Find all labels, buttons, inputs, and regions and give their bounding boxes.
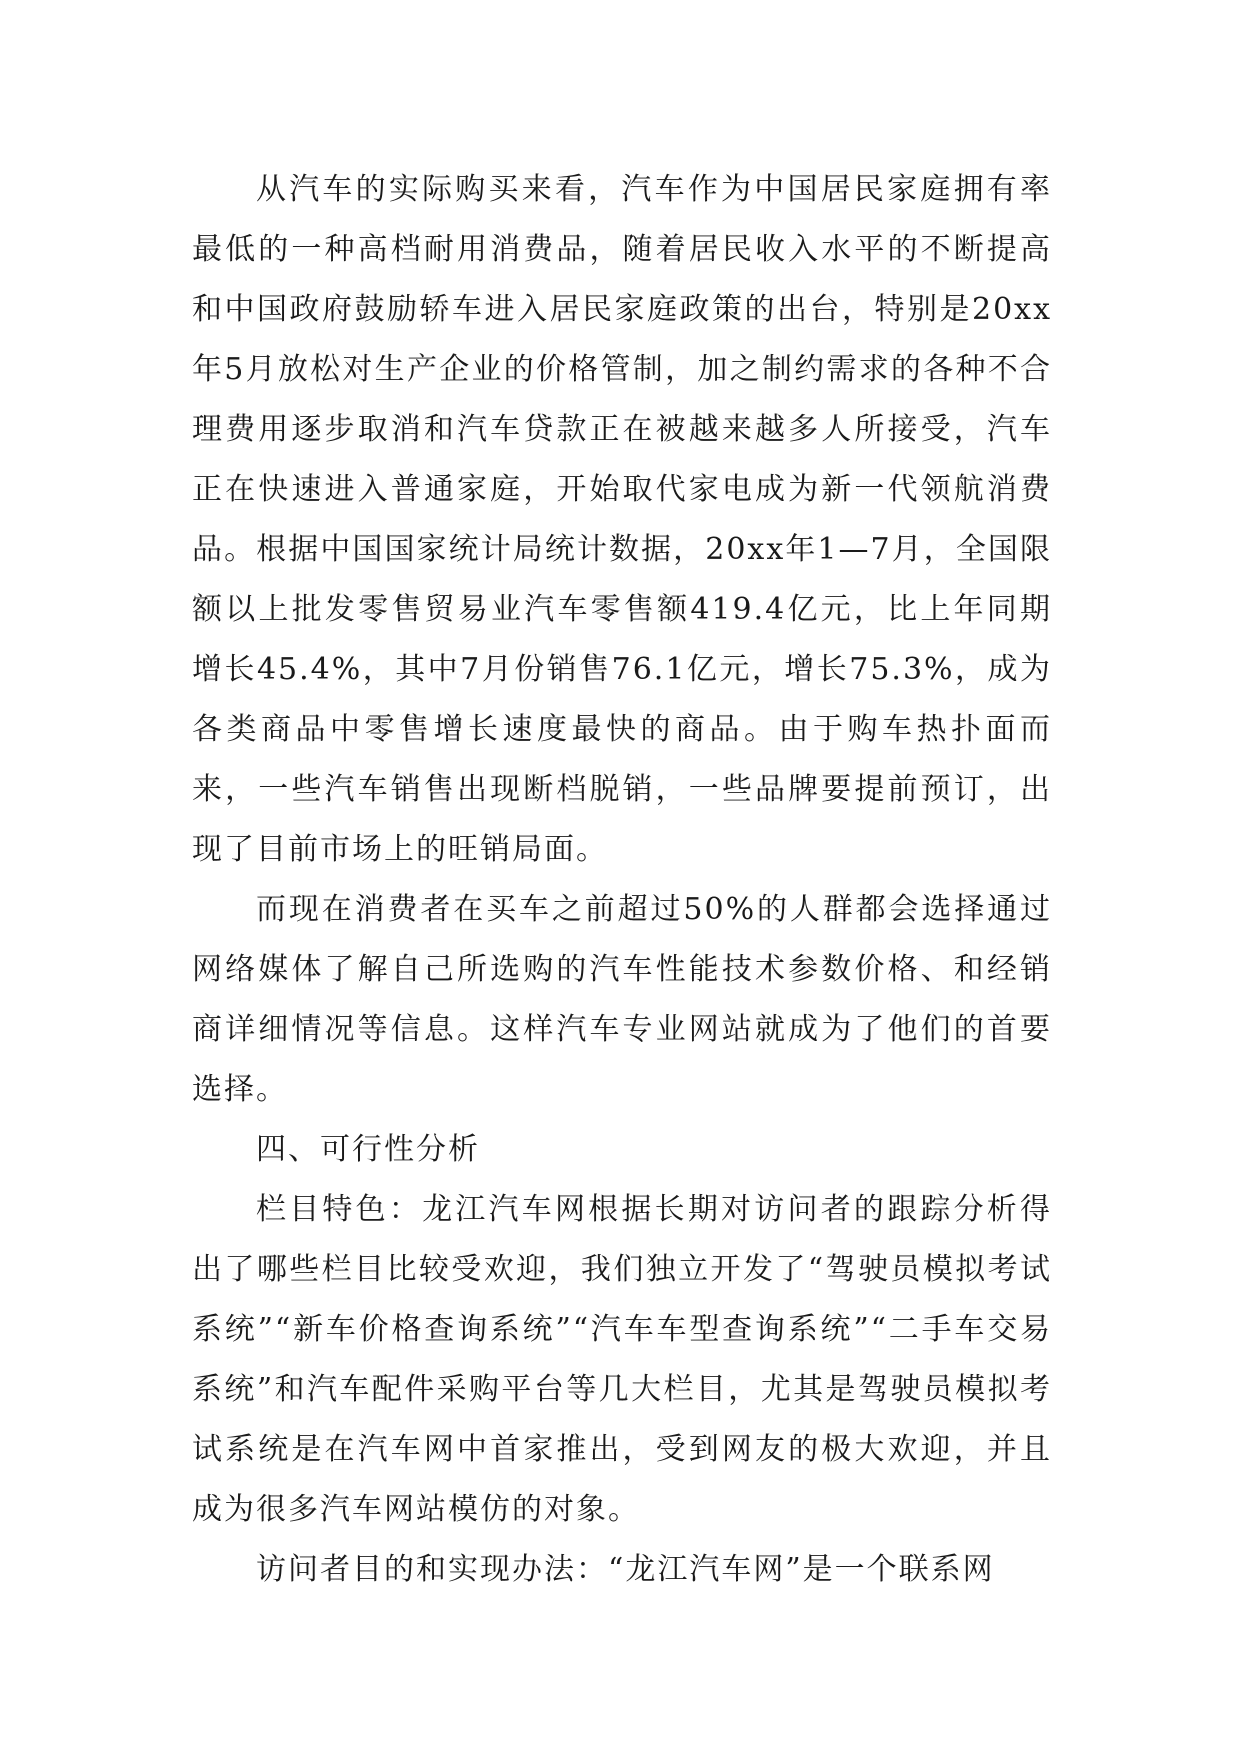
paragraph-visitor-goals: 访问者目的和实现办法：“龙江汽车网”是一个联系网 (256, 1552, 995, 1587)
document-body (192, 160, 1052, 1600)
section-heading-feasibility: 四、可行性分析 (256, 1132, 480, 1167)
paragraph-online-research: 而现在消费者在买车之前超过50%的人群都会选择通过网络媒体了解自己所选购的汽车性能技术参数价格、和经销商详细情况等信息。这样汽车专业网站就成为了他们的首要选择。 (192, 892, 1052, 1107)
paragraph-car-purchase: 从汽车的实际购买来看，汽车作为中国居民家庭拥有率最低的一种高档耐用消费品，随着居民收入水平的不断提高和中国政府鼓励轿车进入居民家庭政策的出台，特别是20xx年5月放松对生产企业的价格管制，加之制约需求的各种不合理费用逐步取消和汽车贷款正在被越来越多人所接受，汽车正在快速进入普通家庭，开始取代家电成为新一代领航消费品。根据中国国家统计局统计数据，20xx年1—7月，全国限额以上批发零售贸易业汽车零售额419.4亿元，比上年同期增长45.4%，其中7月份销售76.1亿元，增长75.3%，成为各类商品中零售增长速度最快的商品。由于购车热扑面而来，一些汽车销售出现断档脱销，一些品牌要提前预订，出现了目前市场上的旺销局面。 (192, 172, 1052, 867)
paragraph-column-features: 栏目特色：龙江汽车网根据长期对访问者的跟踪分析得出了哪些栏目比较受欢迎，我们独立开发了“驾驶员模拟考试系统”“新车价格查询系统”“汽车车型查询系统”“二手车交易系统”和汽车配件采购平台等几大栏目，尤其是驾驶员模拟考试系统是在汽车网中首家推出，受到网友的极大欢迎，并且成为很多汽车网站模仿的对象。 (192, 1192, 1052, 1527)
